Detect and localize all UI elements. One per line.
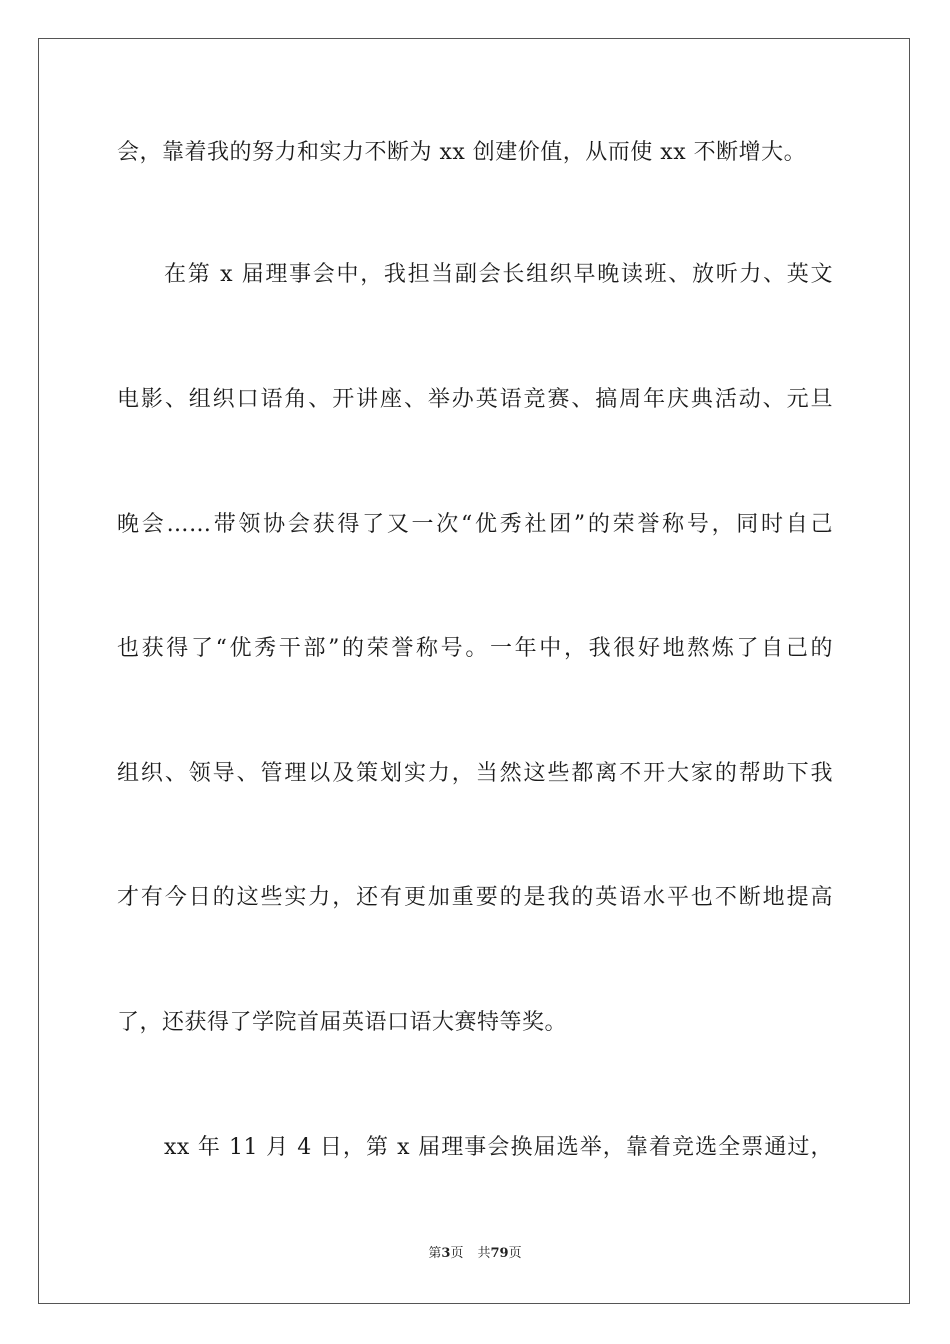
page-footer bbox=[0, 1245, 950, 1263]
paragraph-line-7: 才有今日的这些实力，还有更加重要的是我的英语水平也不断地提高 bbox=[117, 885, 833, 910]
total-prefix: 共 bbox=[477, 1246, 491, 1261]
paragraph-line-3: 电影、组织口语角、开讲座、举办英语竞赛、搞周年庆典活动、元旦 bbox=[117, 387, 833, 412]
paragraph-line-2: 在第 x 届理事会中，我担当副会长组织早晚读班、放听力、英文 bbox=[164, 262, 833, 287]
paragraph-line-9: xx 年 11 月 4 日，第 x 届理事会换届选举，靠着竞选全票通过， bbox=[164, 1135, 833, 1160]
page-number: 3 bbox=[441, 1246, 451, 1261]
page-prefix: 第 bbox=[428, 1246, 442, 1261]
paragraph-line-6: 组织、领导、管理以及策划实力，当然这些都离不开大家的帮助下我 bbox=[117, 761, 833, 786]
paragraph-line-5: 也获得了“优秀干部”的荣誉称号。一年中，我很好地熬炼了自己的 bbox=[117, 636, 833, 661]
paragraph-line-8: 了，还获得了学院首届英语口语大赛特等奖。 bbox=[117, 1010, 568, 1035]
total-pages: 79 bbox=[490, 1246, 509, 1261]
page-border bbox=[38, 38, 910, 1304]
page-suffix: 页 bbox=[450, 1246, 464, 1261]
paragraph-line-4: 晚会……带领协会获得了又一次“优秀社团”的荣誉称号，同时自己 bbox=[117, 512, 833, 537]
paragraph-line-1: 会，靠着我的努力和实力不断为 xx 创建价值，从而使 xx 不断增大。 bbox=[117, 140, 807, 165]
total-suffix: 页 bbox=[508, 1246, 522, 1261]
